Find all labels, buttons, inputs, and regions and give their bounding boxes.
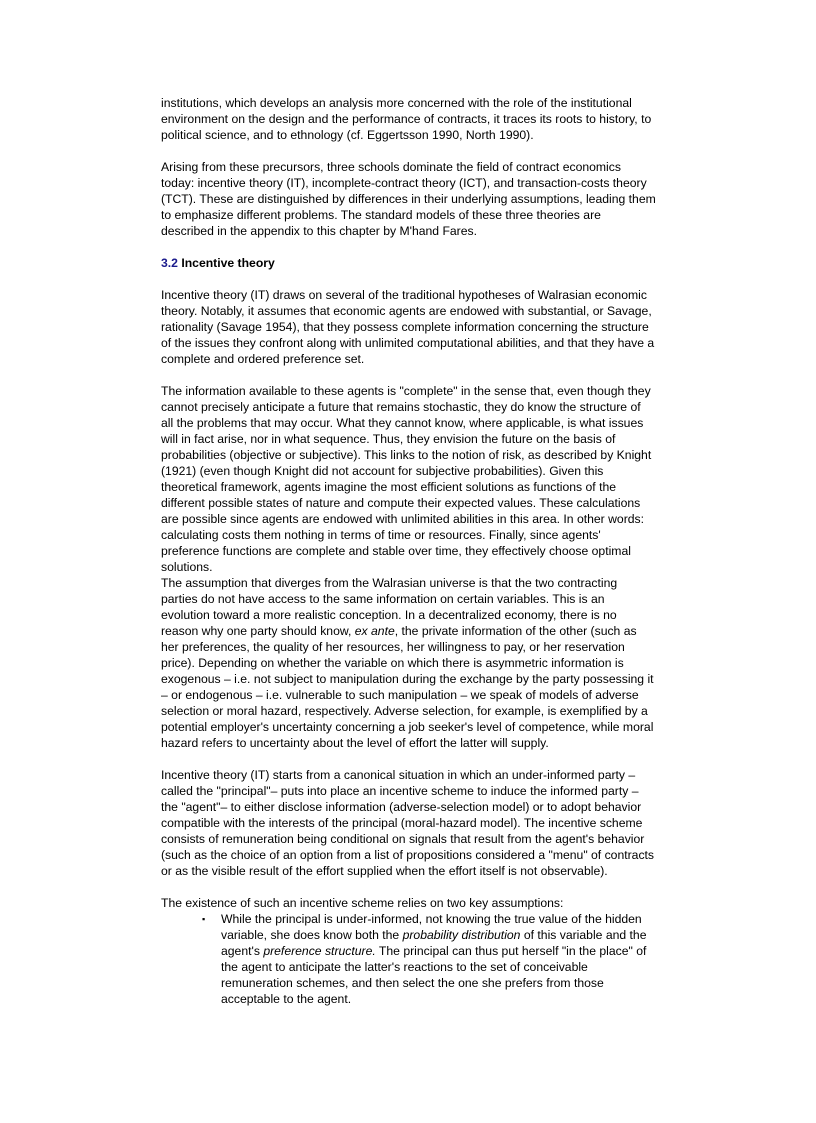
paragraph-institutions: institutions, which develops an analysis more concerned with the role of the institutional environment on the design and the performance of contracts, it traces its roots to history, to political science, and to ethnology (cf. Eggertsson 1990, North 1990).: [161, 96, 652, 142]
document-page: [161, 95, 656, 1007]
section-title: Incentive theory: [177, 256, 275, 270]
paragraph-key-assumptions: The existence of such an incentive scheme relies on two key assumptions:: [161, 896, 564, 910]
paragraph-incentive-theory: Incentive theory (IT) draws on several of the traditional hypotheses of Walrasian economic theory. Notably, it assumes that economic agents are endowed with substantial, or Savage, rationality (Savage 1954), that they possess complete information concerning the structure of the issues they confront along with unlimited computational abilities, and that they have a complete and ordered preference set.: [161, 288, 655, 366]
emphasis-ex-ante: ex ante: [354, 624, 395, 638]
emphasis-preference-structure: preference structure.: [263, 944, 376, 958]
emphasis-probability-distribution: probability distribution: [402, 928, 521, 942]
paragraph-canonical-situation: Incentive theory (IT) starts from a canonical situation in which an under-informed party – called the "principal"– puts into place an incentive scheme to induce the informed party – the "agent"– to either disclose information (adverse-selection model) or to adopt behavior compatible with the interests of the principal (moral-hazard model). The incentive scheme consists of remuneration being conditional on signals that result from the agent's behavior (such as the choice of an option from a list of propositions considered a "menu" of contracts or as the visible result of the effort supplied when the effort itself is not observable).: [161, 768, 655, 878]
list-item: ▪ While the principal is under-informed, not knowing the true value of the hidden variable, she does know both the probability distribution of this variable and the agent's preference structure. The principal can thus put herself "in the place" of the agent to anticipate the latter's reactions to the set of conceivable remuneration schemes, and then select the one she prefers from those acceptable to the agent.: [202, 912, 647, 1006]
paragraph-precursors: Arising from these precursors, three schools dominate the field of contract economics today: incentive theory (IT), incomplete-contract theory (ICT), and transaction-costs theory (TCT). These are distinguished by differences in their underlying assumptions, leading them to emphasize different problems. The standard models of these three theories are described in the appendix to this chapter by M'hand Fares.: [161, 160, 656, 238]
paragraph-assumption: The assumption that diverges from the Walrasian universe is that the two contracting parties do not have access to the same information on certain variables. This is an evolution toward a more realistic conception. In a decentralized economy, there is no reason why one party should know, ex ante, the private information of the other (such as her preferences, the quality of her resources, her willingness to pay, or her reservation price). Depending on whether the variable on which there is asymmetric information is exogenous – i.e. not subject to manipulation during the exchange by the party possessing it – or endogenous – i.e. vulnerable to such manipulation – we speak of models of adverse selection or moral hazard, respectively. Adverse selection, for example, is exemplified by a potential employer's uncertainty concerning a job seeker's level of competence, while moral hazard refers to uncertainty about the level of effort the latter will supply.: [161, 576, 654, 750]
square-bullet-icon: ▪: [202, 914, 206, 924]
paragraph-information: The information available to these agents is "complete" in the sense that, even though they cannot precisely anticipate a future that remains stochastic, they do know the structure of all the problems that may occur. What they cannot know, where applicable, is what issues will in fact arise, nor in what sequence. Thus, they envision the future on the basis of probabilities (objective or subjective). This links to the notion of risk, as described by Knight (1921) (even though Knight did not account for subjective probabilities). Given this theoretical framework, agents imagine the most efficient solutions as functions of the different possible states of nature and compute their expected values. These calculations are possible since agents are endowed with unlimited abilities in this area. In other words: calculating costs them nothing in terms of time or resources. Finally, since agents' preference functions are complete and stable over time, they effectively choose optimal solutions.: [161, 384, 652, 574]
section-number: 3.2: [161, 256, 178, 270]
section-heading: [161, 255, 656, 271]
assumptions-list: [161, 911, 656, 1007]
